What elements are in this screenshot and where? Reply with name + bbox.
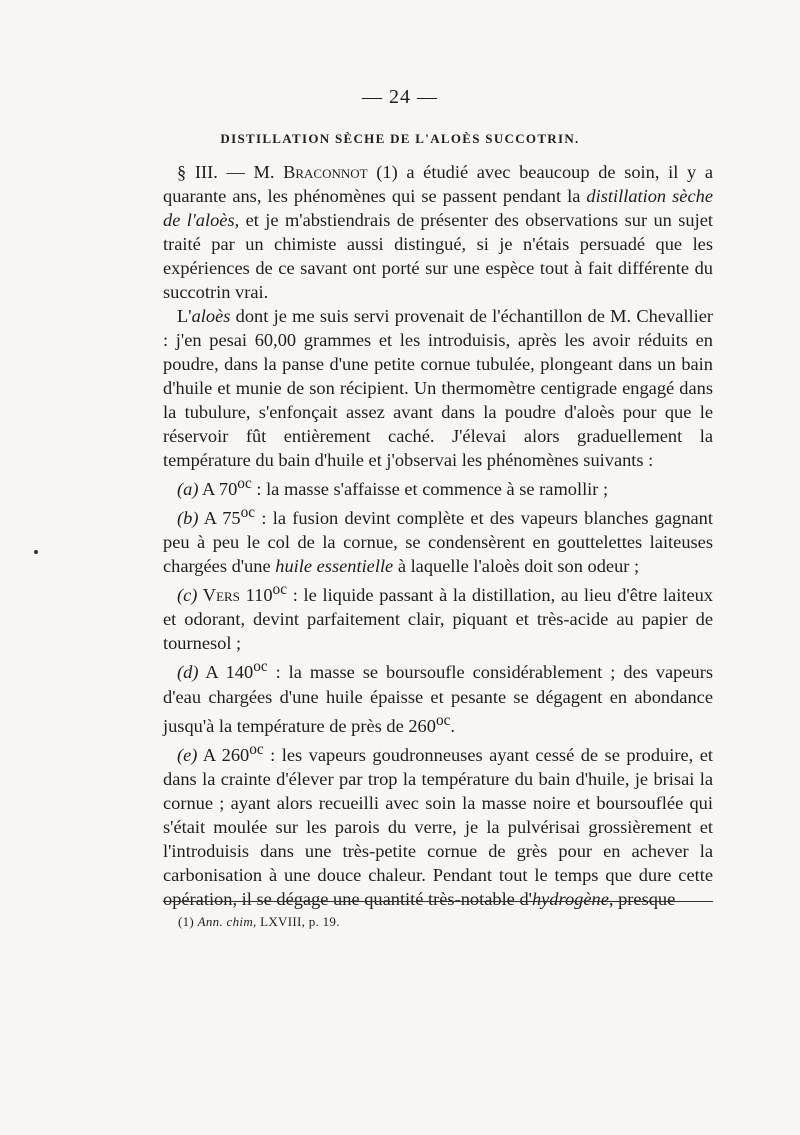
text-run: , et je m'abstiendrais de présenter des observations sur un sujet traité par un chimiste aussi distingué, si je n'étais persuadé que les expériences de ce savant ont porté sur une espèce tout à fait différente du succotrin vrai.: [163, 210, 713, 302]
degree-superscript: oc: [240, 504, 256, 522]
section-marker: § III. — M.: [177, 162, 284, 182]
observation-c: [163, 578, 713, 655]
margin-dot: [34, 550, 38, 554]
text-run: (1) a étudié avec beaucoup de soin, il y a quarante ans, les phénomènes qui se passent pendant la: [163, 162, 713, 206]
degree-superscript: oc: [253, 658, 268, 676]
footnote-number: (1): [178, 914, 198, 929]
section-title: DISTILLATION SÈCHE DE L'ALOÈS SUCCOTRIN.: [220, 131, 580, 146]
text-run: : les vapeurs goudronneuses ayant cessé de se produire, et dans la crainte d'élever par trop la température du bain d'huile, je brisai la cornue ; ayant alors recueilli avec soin la masse noire et boursouflée qui s'était moulée sur les parois du verre, je la pulvérisai grossièrement et l'introduisis dans une très-petite cornue de grès pour en achever la carbonisation à une douce chaleur. Pendant tout le temps que dure cette opération, il se dégage une quantité très-notable d': [163, 744, 713, 909]
text-run: : le liquide passant à la distillation, au lieu d'être laiteux et odorant, devint parfaitement clair, piquant et très-acide au papier de tournesol ;: [163, 585, 713, 654]
small-caps-word: Vers: [197, 585, 240, 606]
text-run: : la masse se boursoufle considérablement ; des vapeurs d'eau chargées d'une huile épaisse et pesante se dégagent en abondance jusqu'à la température de près de 260: [163, 662, 713, 736]
body-text: [163, 160, 713, 911]
observation-e: [163, 738, 713, 911]
text-run: A 75: [198, 508, 241, 529]
italic-term: huile essentielle: [275, 556, 394, 577]
text-run: A 260: [197, 744, 250, 765]
paragraph-intro: [163, 160, 713, 304]
observation-a: [163, 472, 713, 501]
footnote-reference: , LXVIII, p. 19.: [253, 914, 340, 929]
degree-superscript: oc: [249, 740, 264, 758]
footnote-journal: Ann. chim: [197, 914, 254, 929]
italic-term: aloès: [191, 306, 231, 326]
item-label: (d): [177, 662, 199, 683]
footnote: [178, 914, 340, 930]
italic-term: distillation sèche de l'aloès: [163, 186, 713, 230]
italic-term: hydrogène: [531, 888, 609, 909]
degree-superscript: oc: [272, 581, 287, 599]
text-run: L': [177, 306, 192, 326]
item-label: (b): [177, 508, 199, 529]
text-run: à laquelle l'aloès doit son odeur ;: [393, 556, 640, 577]
degree-superscript: oc: [435, 711, 451, 729]
text-run: dont je me suis servi provenait de l'échantillon de M. Chevallier : j'en pesai 60,00 grammes et les introduisis, après les avoir réduits en poudre, dans la panse d'une petite cornue tubulée, plongeant dans un bain d'huile et munie de son récipient. Un thermomètre centigrade engagé dans la tubulure, s'enfonçait assez avant dans la poudre d'aloès pour que le réservoir fût entièrement caché. J'élevai alors graduellement la température du bain d'huile et j'observai les phénomènes suivants :: [163, 306, 713, 470]
item-label: (c): [177, 585, 198, 606]
degree-superscript: oc: [237, 475, 252, 492]
author-name: Braconnot: [283, 162, 368, 182]
paragraph-method: [163, 304, 713, 472]
item-label: (a): [177, 479, 199, 500]
text-run: : la masse s'affaisse et commence à se ramollir ;: [251, 479, 609, 500]
text-run: 110: [239, 585, 273, 606]
observation-d: [163, 655, 713, 737]
item-label: (e): [177, 744, 198, 765]
text-run: .: [450, 715, 456, 736]
page-number: — 24 —: [362, 86, 438, 108]
text-run: : la fusion devint complète et des vapeurs blanches gagnant peu à peu le col de la cornue, se condensèrent en gouttelettes laiteuses chargées d'une: [163, 508, 713, 577]
text-run: A 70: [198, 479, 238, 500]
observation-b: [163, 501, 713, 578]
footnote-divider: [163, 901, 713, 902]
text-run: A 140: [198, 662, 254, 683]
text-run: , presque: [608, 888, 676, 909]
